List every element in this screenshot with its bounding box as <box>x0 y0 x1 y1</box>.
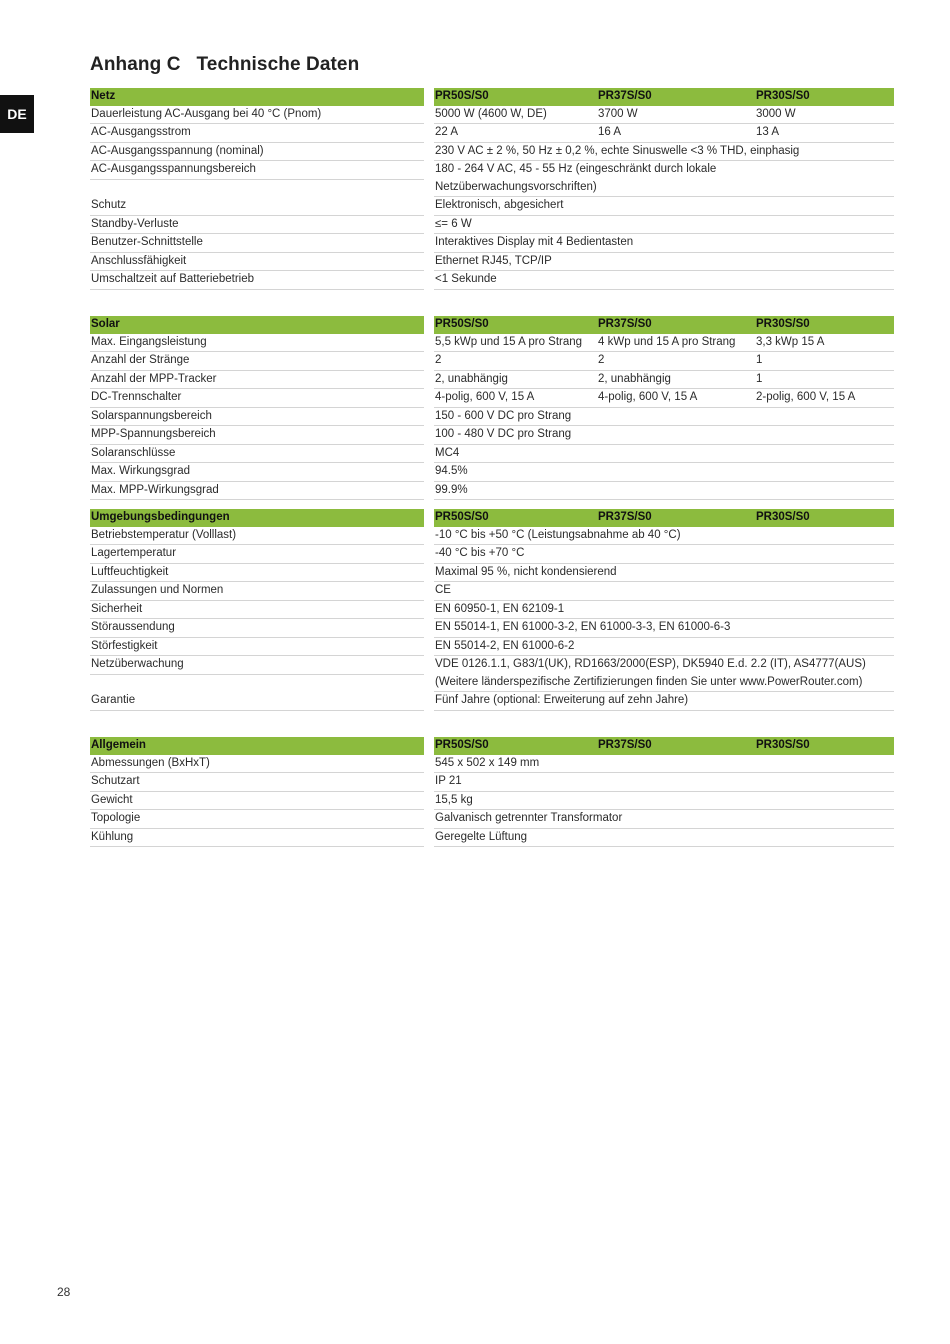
cell-value: -10 °C bis +50 °C (Leistungsabnahme ab 40 °C) <box>435 528 681 541</box>
table-row <box>90 773 894 792</box>
table-row <box>90 352 894 371</box>
table-row <box>90 829 894 848</box>
cell-value: 2-polig, 600 V, 15 A <box>756 391 856 403</box>
cell-value: 5,5 kWp und 15 A pro Strang <box>435 335 583 348</box>
cell-value: Interaktives Display mit 4 Bedientasten <box>435 236 634 248</box>
cell-value: MC4 <box>435 446 460 459</box>
cell-value-continued: Netzüberwachungsvorschriften) <box>435 180 597 193</box>
title-text: Technische Daten <box>196 54 360 75</box>
cell-value: Elektronisch, abgesichert <box>435 199 564 211</box>
table-row <box>90 253 894 272</box>
row-label: DC-Trennschalter <box>90 389 424 408</box>
table-row <box>90 161 894 197</box>
language-tab: DE <box>0 95 34 133</box>
row-label: Gewicht <box>90 792 424 811</box>
cell-value: 4-polig, 600 V, 15 A <box>435 391 535 403</box>
table-row <box>90 545 894 564</box>
cell-value: 2, unabhängig <box>598 372 671 385</box>
cell-value-continued: (Weitere länderspezifische Zertifizierungen finden Sie unter www.PowerRouter.com) <box>435 675 863 688</box>
table-row <box>90 216 894 235</box>
model-header: PR30S/S0 <box>756 318 810 330</box>
table-row <box>90 638 894 657</box>
row-label: Schutzart <box>90 773 424 792</box>
model-header: PR37S/S0 <box>598 318 652 330</box>
table-row <box>90 582 894 601</box>
model-header: PR37S/S0 <box>598 90 652 102</box>
page-title <box>90 54 359 76</box>
model-header: PR50S/S0 <box>435 739 489 751</box>
table-row <box>90 371 894 390</box>
row-label: Betriebstemperatur (Volllast) <box>90 527 424 546</box>
section-header <box>90 316 894 334</box>
model-header: PR30S/S0 <box>756 90 810 102</box>
model-header: PR50S/S0 <box>435 318 489 330</box>
row-label: Sicherheit <box>90 601 424 620</box>
row-label: Solaranschlüsse <box>90 445 424 464</box>
row-label: Lagertemperatur <box>90 545 424 564</box>
row-label: Zulassungen und Normen <box>90 582 424 601</box>
cell-value: 99.9% <box>435 483 468 496</box>
row-label: MPP-Spannungsbereich <box>90 426 424 445</box>
cell-value: 150 - 600 V DC pro Strang <box>435 409 572 422</box>
cell-value: Galvanisch getrennter Transformator <box>435 812 623 824</box>
row-label: AC-Ausgangsspannung (nominal) <box>90 143 424 162</box>
table-row <box>90 426 894 445</box>
row-label: Max. Eingangsleistung <box>90 334 424 353</box>
cell-value: Ethernet RJ45, TCP/IP <box>435 254 552 267</box>
cell-value: 230 V AC ± 2 %, 50 Hz ± 0,2 %, echte Sinuswelle <3 % THD, einphasig <box>435 144 800 157</box>
section-header <box>90 509 894 527</box>
cell-value: 3700 W <box>598 107 638 120</box>
row-label: Netzüberwachung <box>90 656 424 675</box>
cell-value: 3,3 kWp 15 A <box>756 335 825 348</box>
row-label: Anschlussfähigkeit <box>90 253 424 272</box>
section-allgemein <box>90 737 894 847</box>
section-header <box>90 737 894 755</box>
section-header <box>90 88 894 106</box>
section-heading: Allgemein <box>90 737 424 755</box>
table-row <box>90 334 894 353</box>
row-label: Max. Wirkungsgrad <box>90 463 424 482</box>
table-row <box>90 601 894 620</box>
cell-value: 3000 W <box>756 107 796 120</box>
row-label: AC-Ausgangsspannungsbereich <box>90 161 424 180</box>
table-row <box>90 271 894 290</box>
cell-value: VDE 0126.1.1, G83/1(UK), RD1663/2000(ESP), DK5940 E.d. 2.2 (IT), AS4777(AUS) <box>435 658 866 670</box>
section-heading: Solar <box>90 316 424 334</box>
section-heading: Umgebungsbedingungen <box>90 509 424 527</box>
cell-value: 16 A <box>598 126 622 138</box>
cell-value: Fünf Jahre (optional: Erweiterung auf zehn Jahre) <box>435 694 689 706</box>
section-solar <box>90 316 894 500</box>
row-label: Solarspannungsbereich <box>90 408 424 427</box>
cell-value: ≤= 6 W <box>435 217 472 230</box>
cell-value: IP 21 <box>435 775 462 787</box>
cell-value: 100 - 480 V DC pro Strang <box>435 428 572 440</box>
row-label: AC-Ausgangsstrom <box>90 124 424 143</box>
table-row <box>90 389 894 408</box>
cell-value: CE <box>435 584 451 596</box>
row-label: Dauerleistung AC-Ausgang bei 40 °C (Pnom) <box>90 106 424 125</box>
cell-value: -40 °C bis +70 °C <box>435 547 525 559</box>
table-row <box>90 482 894 501</box>
table-row <box>90 197 894 216</box>
row-label: Kühlung <box>90 829 424 848</box>
table-row <box>90 234 894 253</box>
cell-value: Geregelte Lüftung <box>435 830 528 843</box>
section-netz <box>90 88 894 290</box>
row-label: Luftfeuchtigkeit <box>90 564 424 583</box>
model-header: PR37S/S0 <box>598 739 652 751</box>
table-row <box>90 755 894 774</box>
cell-value: <1 Sekunde <box>435 273 497 285</box>
cell-value: 4-polig, 600 V, 15 A <box>598 391 698 403</box>
table-row <box>90 792 894 811</box>
cell-value: 180 - 264 V AC, 45 - 55 Hz (eingeschränkt durch lokale <box>435 163 717 175</box>
cell-value: 4 kWp und 15 A pro Strang <box>598 335 736 348</box>
cell-value: Maximal 95 %, nicht kondensierend <box>435 565 617 578</box>
cell-value: 2 <box>598 354 605 366</box>
table-row <box>90 124 894 143</box>
cell-value: EN 55014-1, EN 61000-3-2, EN 61000-3-3, EN 61000-6-3 <box>435 621 731 633</box>
cell-value: 22 A <box>435 126 459 138</box>
row-label: Garantie <box>90 692 424 711</box>
table-row <box>90 692 894 711</box>
row-label: Max. MPP-Wirkungsgrad <box>90 482 424 501</box>
model-header: PR50S/S0 <box>435 511 489 523</box>
table-row <box>90 656 894 692</box>
model-header: PR37S/S0 <box>598 511 652 523</box>
cell-value: 15,5 kg <box>435 793 473 806</box>
cell-value: 5000 W (4600 W, DE) <box>435 107 547 120</box>
page-number: 28 <box>57 1285 71 1299</box>
row-label: Störaussendung <box>90 619 424 638</box>
row-label: Schutz <box>90 197 424 216</box>
cell-value: 13 A <box>756 126 780 138</box>
row-label: Anzahl der Stränge <box>90 352 424 371</box>
table-row <box>90 445 894 464</box>
table-row <box>90 619 894 638</box>
row-label: Benutzer-Schnittstelle <box>90 234 424 253</box>
row-label: Topologie <box>90 810 424 829</box>
table-row <box>90 408 894 427</box>
cell-value: 94.5% <box>435 465 468 477</box>
table-row <box>90 463 894 482</box>
table-row <box>90 810 894 829</box>
row-label: Anzahl der MPP-Tracker <box>90 371 424 390</box>
cell-value: 2 <box>435 354 442 366</box>
section-umgebungsbedingungen <box>90 509 894 711</box>
cell-value: 1 <box>756 354 763 366</box>
appendix-label: Anhang C <box>90 54 181 75</box>
cell-value: EN 60950-1, EN 62109-1 <box>435 602 565 615</box>
table-row <box>90 527 894 546</box>
cell-value: 2, unabhängig <box>435 372 508 385</box>
cell-value: 545 x 502 x 149 mm <box>435 756 540 769</box>
table-row <box>90 106 894 125</box>
section-heading: Netz <box>90 88 424 106</box>
model-header: PR50S/S0 <box>435 90 489 102</box>
row-label: Störfestigkeit <box>90 638 424 657</box>
table-row <box>90 564 894 583</box>
cell-value: 1 <box>756 372 763 385</box>
row-label: Umschaltzeit auf Batteriebetrieb <box>90 271 424 290</box>
cell-value: EN 55014-2, EN 61000-6-2 <box>435 639 575 652</box>
model-header: PR30S/S0 <box>756 739 810 751</box>
row-label: Standby-Verluste <box>90 216 424 235</box>
model-header: PR30S/S0 <box>756 511 810 523</box>
table-row <box>90 143 894 162</box>
row-label: Abmessungen (BxHxT) <box>90 755 424 774</box>
